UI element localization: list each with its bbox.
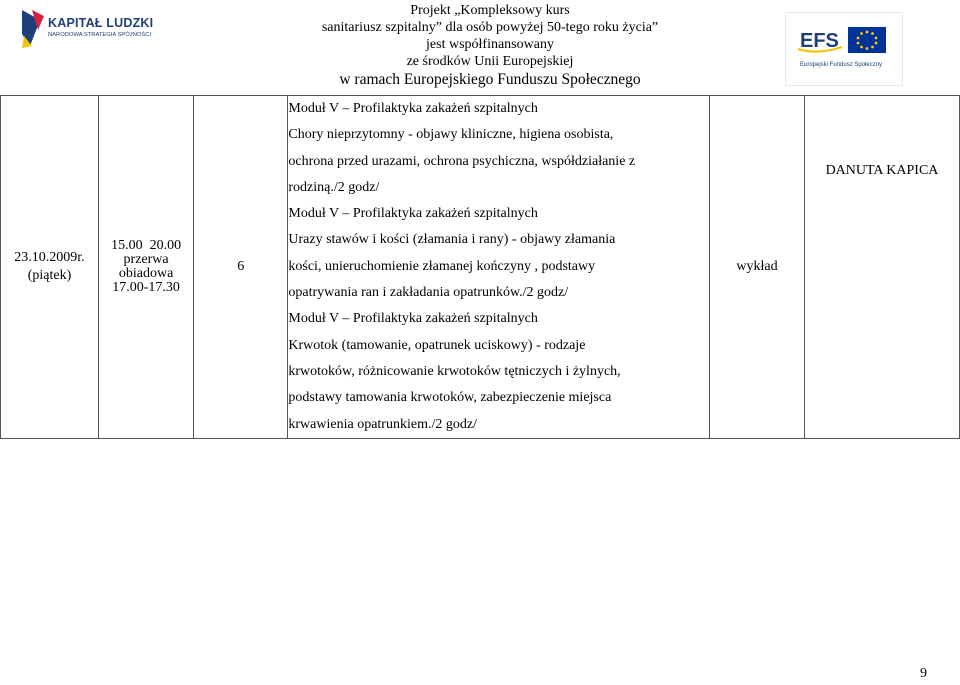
hours-value: 6 <box>237 258 245 274</box>
description-line: Krwotok (tamowanie, opatrunek uciskowy) - rodzaje <box>288 337 586 353</box>
description-line: kości, unieruchomienie złamanej kończyny , podstawy <box>288 258 596 274</box>
break-label-2: obiadowa <box>118 265 174 281</box>
project-line-3: jest współfinansowany <box>426 37 554 52</box>
weekday-value: (piątek) <box>27 267 72 283</box>
date-cell <box>1 96 99 439</box>
description-line: opatrywania ran i zakładania opatrunków./2 godz/ <box>288 285 569 301</box>
description-line: Urazy stawów i kości (złamania i rany) - objawy złamania <box>288 232 616 248</box>
break-label-1: przerwa <box>123 251 169 267</box>
hours-cell <box>194 96 288 439</box>
date-value: 23.10.2009r. <box>14 249 85 265</box>
kapital-ludzki-logo <box>18 6 154 50</box>
lecturer-name: DANUTA KAPICA <box>825 162 939 178</box>
kapital-ludzki-emblem-icon <box>18 6 46 50</box>
kapital-ludzki-title: KAPITAŁ LUDZKI <box>48 16 154 30</box>
efs-title: EFS <box>800 30 839 52</box>
description-line: Moduł V – Profilaktyka zakażeń szpitalnych <box>288 206 538 222</box>
description-line: krwawienia opatrunkiem./2 godz/ <box>288 416 477 432</box>
table-row <box>1 96 960 439</box>
project-line-5: w ramach Europejskiego Funduszu Społecznego <box>339 71 641 88</box>
description-line: podstawy tamowania krwotoków, zabezpieczenie miejsca <box>288 390 612 406</box>
project-line-1: Projekt „Kompleksowy kurs <box>410 3 570 18</box>
project-line-2: sanitariusz szpitalny” dla osób powyżej 50-tego roku życia” <box>321 20 659 35</box>
form-cell <box>709 96 804 439</box>
kapital-ludzki-subtitle: NARODOWA STRATEGIA SPÓJNOŚCI <box>48 32 152 38</box>
efs-subtitle: Europejski Fundusz Społeczny <box>800 62 883 68</box>
efs-logo <box>785 12 903 86</box>
project-line-4: ze środków Unii Europejskiej <box>406 54 574 69</box>
time-cell <box>98 96 193 439</box>
description-line: rodziną./2 godz/ <box>288 179 380 195</box>
time-range: 15.00 20.00 <box>111 237 182 253</box>
break-time: 17.00-17.30 <box>112 279 180 295</box>
schedule-table <box>0 95 960 439</box>
page-header <box>0 0 960 90</box>
description-line: Chory nieprzytomny - objawy kliniczne, higiena osobista, <box>288 127 614 143</box>
lecturer-cell <box>804 96 959 439</box>
description-cell <box>288 96 710 439</box>
page-number: 9 <box>920 666 927 681</box>
description-line: Moduł V – Profilaktyka zakażeń szpitalnych <box>288 311 538 327</box>
description-line: Moduł V – Profilaktyka zakażeń szpitalnych <box>288 101 538 116</box>
form-value: wykład <box>736 258 778 274</box>
description-line: krwotoków, różnicowanie krwotoków tętniczych i żylnych, <box>288 363 621 379</box>
project-info <box>230 2 750 90</box>
description-line: ochrona przed urazami, ochrona psychiczna, współdziałanie z <box>288 153 636 169</box>
efs-emblem-icon <box>786 13 902 61</box>
